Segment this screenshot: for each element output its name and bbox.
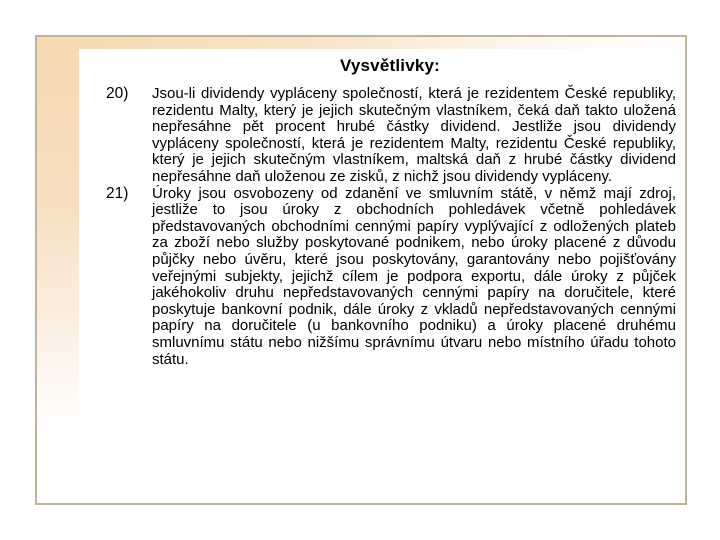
slide-content: [95, 49, 685, 503]
slide-frame: [35, 35, 687, 505]
slide-title: Vysvětlivky:: [339, 56, 441, 75]
note-text: Jsou-li dividendy vypláceny společností, která je rezidentem České republiky, rezidentu Malty, který je jejich skutečným vlastníkem, čeká daň takto uložená nepřesáhne pět procent hrubé částky dividend. Jestliže jsou dividendy vypláceny společností, která je rezidentem Malty, rezidentu České republiky, který je jejich skutečným vlastníkem, maltská daň z hrubé částky dividend nepřesáhne daň uloženou ze zisků, z nichž jsou dividendy vypláceny.: [152, 85, 676, 185]
note-number: 20): [106, 85, 129, 102]
decorative-top-band: [37, 37, 685, 49]
decorative-left-band: [37, 37, 79, 503]
notes-list: [106, 86, 676, 368]
note-item-20: [106, 86, 676, 186]
note-number: 21): [106, 184, 129, 202]
note-text: Úroky jsou osvobozeny od zdanění ve smluvním státě, v němž mají zdroj, jestliže to jsou úroky z obchodních pohledávek včetně pohledávek představovaných obchodními cennými papíry vyplývající z odložených plateb za zboží nebo služby poskytované podnikem, nebo úroky placené z důvodu půjčky nebo úvěru, které jsou poskytovány, garantovány nebo pojišťovány veřejnými subjekty, jejichž cílem je podpora exportu, dále úroky z půjček jakéhokoliv druhu nepředstavovaných cennými papíry na doručitele, které poskytuje bankovní podnik, dále úroky z vkladů nepředstavovaných cennými papíry na doručitele (u bankovního podniku) a úroky placené druhému smluvnímu státu nebo nižšímu správnímu útvaru nebo místního úřadu tohoto státu.: [152, 184, 676, 368]
note-item-21: [106, 186, 676, 369]
